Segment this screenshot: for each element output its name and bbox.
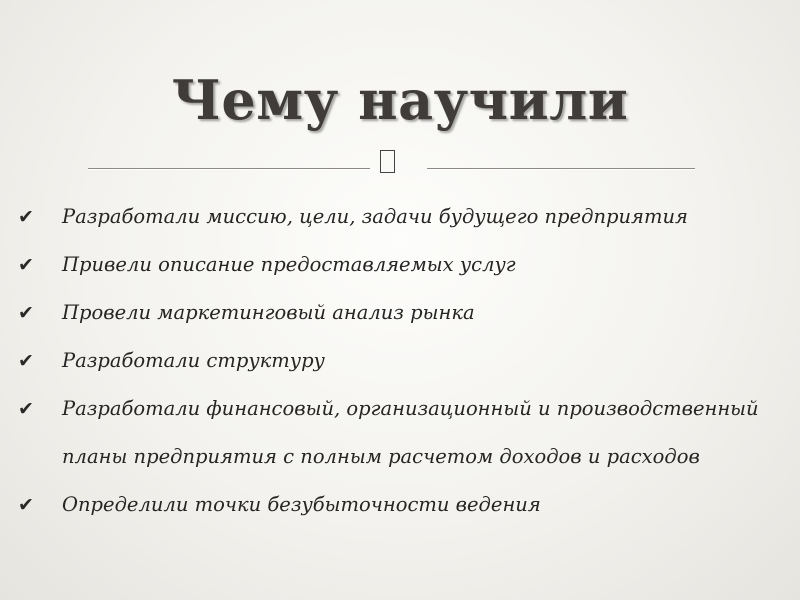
- list-item-text: Определили точки безубыточности ведения: [62, 493, 541, 516]
- list-item-text: Провели маркетинговый анализ рынка: [62, 301, 475, 324]
- list-item-text: Разработали структуру: [62, 349, 325, 372]
- list-item-text: Разработали миссию, цели, задачи будущего предприятия: [62, 205, 688, 228]
- divider-ornament-icon: [380, 150, 395, 173]
- check-mark-icon: ✔: [18, 494, 34, 516]
- list-item: [16, 193, 786, 241]
- list-item: [16, 241, 786, 289]
- list-item: [16, 337, 786, 385]
- list-item-text: Разработали финансовый, организационный и производственный планы предприятия с полным расчетом доходов и расходов: [62, 397, 759, 468]
- check-mark-icon: ✔: [18, 350, 34, 372]
- check-mark-icon: ✔: [18, 398, 34, 420]
- list-item: [16, 289, 786, 337]
- check-mark-icon: ✔: [18, 206, 34, 228]
- check-mark-icon: ✔: [18, 254, 34, 276]
- list-item: [16, 385, 786, 481]
- list-item: [16, 481, 786, 529]
- title-divider-left: [88, 168, 370, 169]
- list-item-text: Привели описание предоставляемых услуг: [62, 253, 516, 276]
- check-mark-icon: ✔: [18, 302, 34, 324]
- title-divider-right: [427, 168, 695, 169]
- slide-title: Чему научили: [171, 68, 629, 132]
- bullet-list: [16, 193, 786, 529]
